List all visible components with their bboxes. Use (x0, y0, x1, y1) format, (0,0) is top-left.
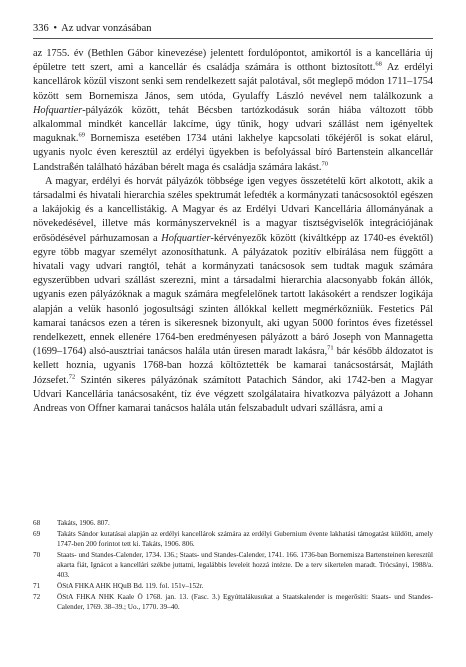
footnote-ref: 69 (78, 131, 85, 139)
text-run: Szintén sikeres pályázónak számított Patachich Sándor, aki 1742-ben a Magyar Udvari Kancellária tanácsosaként, tíz éve végzett szolgálataira hivatkozva pályázott a Johann Andreas von Offner kamarai tanácsos halála után felszabadult udvari szállásra, ami a (33, 374, 433, 415)
running-title: Az udvar vonzásában (61, 23, 152, 34)
footnote-text: Takáts Sándor kutatásai alapján az erdélyi kancellárok számára az erdélyi Gubernium évente lakhatási támogatást küldött, amely 1747-ben 200 forintot tett ki. Takáts, 1906. 806. (57, 530, 433, 548)
footnote (33, 550, 433, 580)
running-header (33, 22, 433, 35)
footnote-ref: 72 (68, 373, 76, 381)
paragraph (33, 47, 433, 175)
page-number: 336 (33, 23, 49, 34)
footnote (33, 518, 433, 528)
footnote (33, 581, 433, 591)
paragraph (33, 175, 433, 416)
footnote-text: Staats- und Standes-Calender, 1734. 136.; Staats- und Standes-Calender, 1741. 166. 1736-ban Bornemisza Bartensteinen keresztül akarta fiát, Ignácot a kancellári székbe juttatni, legalábbis leveleit hozzá intézte. De a terv sikertelen maradt. Trócsányi, 1988/a. 403. (57, 551, 433, 579)
text-run: Az erdélyi kancellárok közül viszont senki sem rendelkezett saját palotával, sőt meglepő módon 1711–1754 között sem Bornemisza János, sem utóda, Gyulaffy László nevével nem találkozunk a (33, 62, 433, 102)
footnote-text: Takáts, 1906. 807. (57, 519, 110, 527)
text-run: Bornemisza esetében 1734 utáni lakhelye kapcsolati tőkéjéről is sokat elárul, ugyanis nyolc éven keresztül az erdélyi ügyekben is befolyással bíró Bartenstein alkancellár Landstraßén található házában bérelt maga és családja számára lakást. (33, 133, 433, 173)
footnote-ref: 71 (327, 344, 334, 352)
footnote (33, 529, 433, 549)
footnote-number: 69 (33, 530, 41, 538)
text-run: A magyar, erdélyi és horvát pályázók többsége igen vegyes összetételű kört alkotott, akik a társadalmi és hivatali hierarchia széles spektrumát lefedték a kormányzati tanácsosoktól egészen a lakájokig és a kancellistákig. A Magyar és az Erdélyi Udvari Kancellária állományának a növekedésével, illetve más kormányszerveknél is a magyar tisztségviselők integrációjának erősödésével párhuzamosan a (33, 175, 433, 244)
text-run: -kérvényezők között (kiváltképp az 1740-es évektől) egyre több magyar személyt azonosíthatunk. A pályázatok pozitív elbírálása nem függött a hivatali vagy udvari rangtól, tehát a kormányzati tanácsosok sem tudtak maguk számára egyszerűbben udvari szállást szerezni, mint a társadalmi hierarchia alacsonyabb fokán állók, ugyanis ezen pályázóknak a maguk számára megfelelőnek tartott lakásokért a rendszer logikája alapján a velük hasonló jogosultsági szinten állókkal kellett megmérkőzniük. Festetics Pál kamarai tanácsos ezen a téren is sikeresnek bizonyult, aki ugyan 5000 forintos éves fizetéssel rendelkezett, ennek ellenére 1764-ben eredményesen pályázott a báró Joseph von Mannagetta (1699–1764) alsó-ausztriai tanácsos halála után üresen maradt lakásra, (33, 232, 433, 358)
footnote-ref: 68 (375, 60, 382, 68)
main-text (33, 47, 433, 416)
header-separator: • (53, 23, 58, 34)
footnote-ref: 70 (321, 160, 328, 168)
italic-term: Hofquartier (161, 232, 211, 244)
footnote (33, 592, 433, 612)
text-run: -pályázók között, tehát Bécsben tartózkodásuk során hiába változott több alkalommal mindkét kancellár lakcíme, úgy tűnik, hogy udvari szállást nem igényeltek maguknak. (33, 104, 433, 145)
footnote-text: ÖStA FHKA AHK HQuB Bd. 119. fol. 151v–152r. (57, 582, 204, 590)
text-run: bár később áldozatot is kellett hoznia, ugyanis 1768-ban hozzá költöztették be kamarai tanácsostársát, Majláth Józsefet. (33, 346, 433, 386)
italic-term: Hofquartier (33, 104, 83, 116)
footnote-number: 71 (33, 582, 41, 590)
text-run: az 1755. év (Bethlen Gábor kinevezése) jelentett fordulópontot, amikortól is a kancellária új épületre tett szert, ami a kancellár és családja számára is otthont biztosított. (33, 48, 433, 74)
footnote-number: 68 (33, 519, 41, 527)
footnote-text: ÖStA FHKA NHK Kaale Ö 1768. jan. 13. (Fasc. 3.) Egyúttalákusukat a Staatskalender is megerősíti: Staats- und Standes-Calender, 1769. 38–39.; Uo., 1770. 39–40. (57, 593, 433, 611)
footnote-number: 70 (33, 551, 41, 559)
footnotes (33, 518, 433, 613)
footnote-number: 72 (33, 593, 41, 601)
header-rule (33, 38, 433, 39)
